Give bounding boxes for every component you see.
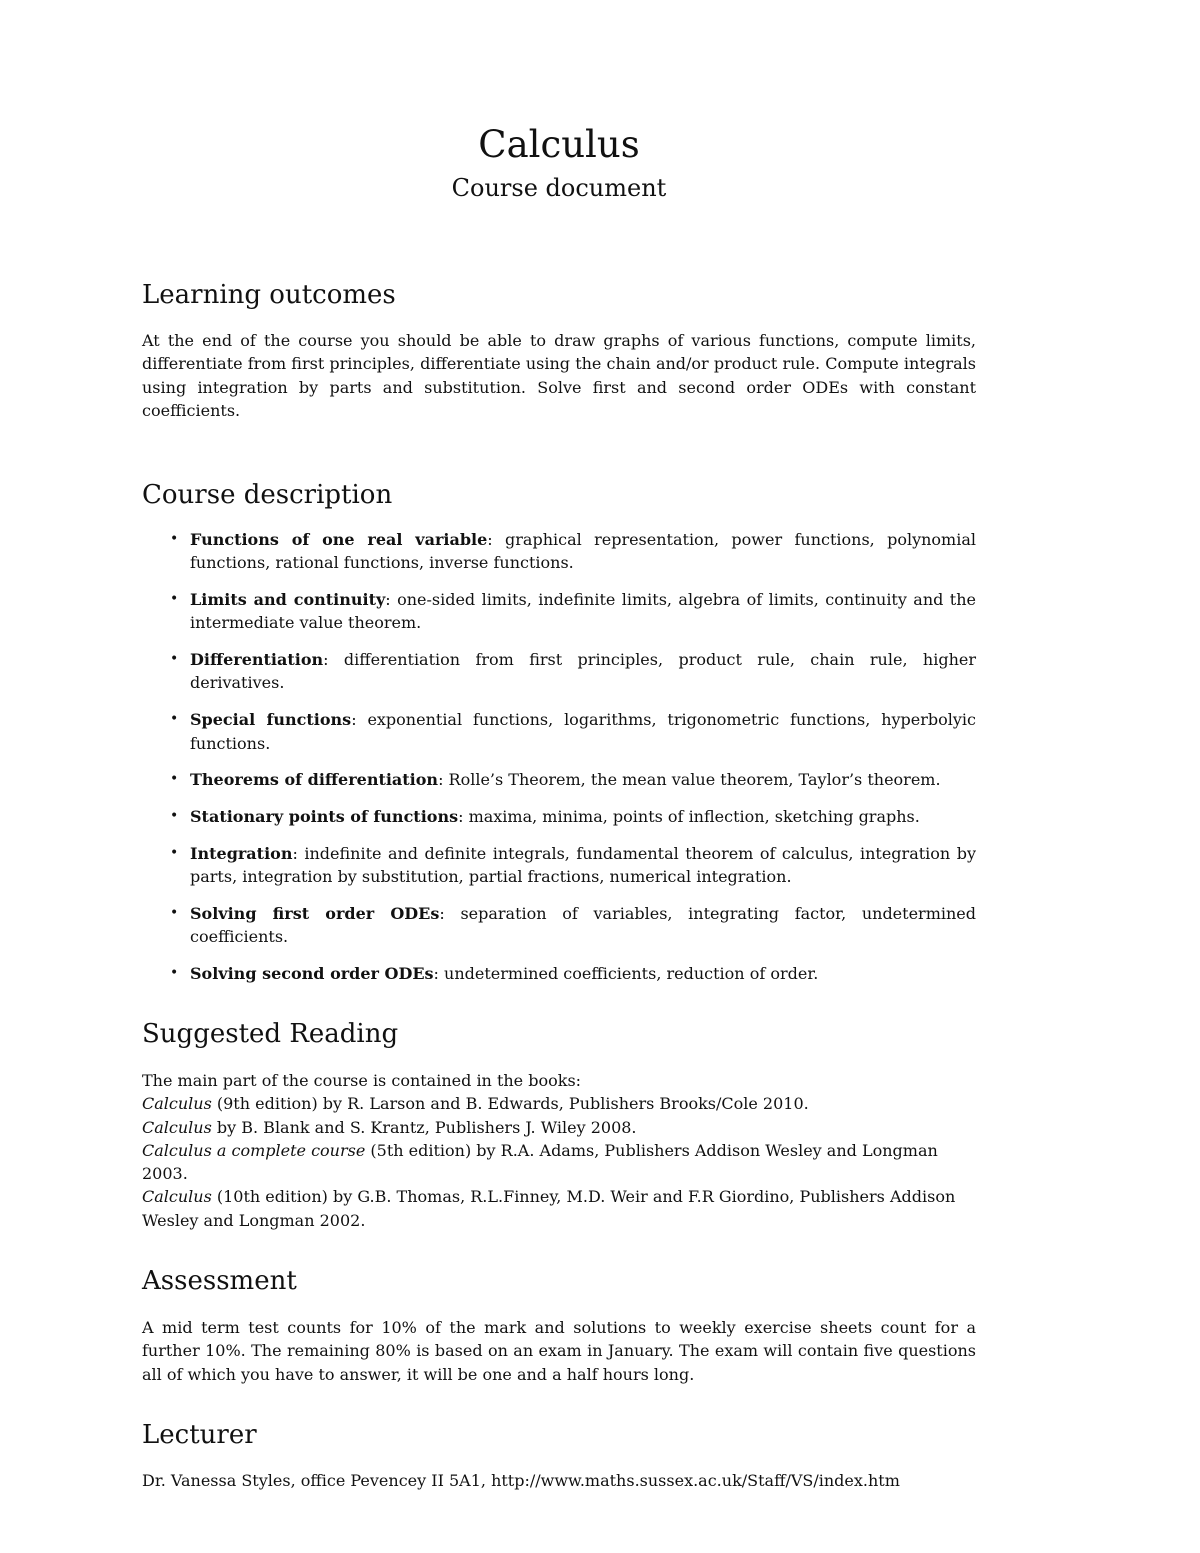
- description-term: Solving first order ODEs: [190, 904, 440, 924]
- description-term: Stationary points of functions: [190, 807, 459, 827]
- bullet-icon: •: [170, 531, 179, 547]
- bullet-icon: •: [170, 808, 179, 825]
- description-text: : exponential functions, logarithms, trigonometric functions, hyperbolyic functions.: [190, 710, 977, 753]
- description-term: Limits and continuity: [190, 590, 386, 610]
- bullet-icon: •: [170, 771, 179, 788]
- description-item: [142, 842, 976, 889]
- book-details: (10th edition) by G.B. Thomas, R.L.Finney, M.D. Weir and F.R Giordino, Publishers Addison Wesley and Longman 2002.: [142, 1187, 956, 1230]
- description-term: Functions of one real variable: [190, 530, 488, 549]
- book-entry: [142, 1139, 976, 1186]
- description-text: : one-sided limits, indefinite limits, algebra of limits, continuity and the intermediate value theorem.: [190, 590, 977, 633]
- bullet-icon: •: [170, 711, 179, 728]
- description-item: [142, 902, 976, 949]
- book-details: by B. Blank and S. Krantz, Publishers J. Wiley 2008.: [211, 1117, 637, 1137]
- reading-intro: The main part of the course is contained in the books:: [142, 1071, 582, 1090]
- description-term: Integration: [190, 843, 293, 863]
- description-text: : separation of variables, integrating factor, undetermined coefficients.: [190, 904, 977, 947]
- document-title: Calculus: [478, 123, 640, 166]
- bullet-icon: •: [170, 591, 179, 608]
- course-description-list: [142, 528, 976, 999]
- book-title: Calculus a complete course: [142, 1140, 366, 1160]
- description-term: Differentiation: [190, 650, 324, 670]
- assessment-heading: Assessment: [142, 1266, 297, 1296]
- description-item: [142, 708, 976, 755]
- book-title: Calculus: [142, 1094, 212, 1114]
- description-text: : indefinite and definite integrals, fundamental theorem of calculus, integration by parts, integration by substitution, partial fractions, numerical integration.: [190, 843, 976, 887]
- book-details: (5th edition) by R.A. Adams, Publishers Addison Wesley and Longman 2003.: [142, 1140, 938, 1184]
- lecturer-heading: Lecturer: [142, 1420, 257, 1450]
- book-title: Calculus: [142, 1187, 212, 1207]
- book-entry: [142, 1185, 976, 1232]
- book-entry: [142, 1116, 976, 1139]
- description-text: : differentiation from first principles, product rule, chain rule, higher derivatives.: [190, 650, 976, 693]
- document-subtitle: Course document: [451, 174, 667, 202]
- learning-outcomes-heading: Learning outcomes: [142, 280, 396, 310]
- title-block: [142, 122, 976, 204]
- description-term: Solving second order ODEs: [190, 964, 434, 984]
- description-term: Special functions: [190, 710, 352, 730]
- book-details: (9th edition) by R. Larson and B. Edwards, Publishers Brooks/Cole 2010.: [211, 1094, 809, 1114]
- description-item: [142, 805, 976, 828]
- description-item: [142, 768, 976, 791]
- lecturer-text: Dr. Vanessa Styles, office Pevencey II 5A1, http://www.maths.sussex.ac.uk/Staff/VS/index.htm: [142, 1471, 900, 1490]
- bullet-icon: •: [170, 651, 179, 668]
- description-text: : Rolle’s Theorem, the mean value theorem, Taylor’s theorem.: [438, 770, 941, 790]
- description-term: Theorems of differentiation: [190, 770, 439, 790]
- bullet-icon: •: [170, 905, 179, 922]
- book-entry: [142, 1092, 976, 1115]
- learning-outcomes-text: At the end of the course you should be able to draw graphs of various functions, compute limits, differentiate from first principles, differentiate using the chain and/or product rule. Compute integrals using integration by parts and substitution. Solve first and second order ODEs with constant coefficients.: [142, 331, 976, 420]
- book-list: [142, 1092, 976, 1232]
- description-item: [142, 588, 976, 635]
- description-item: [142, 648, 976, 695]
- description-text: : graphical representation, power functions, polynomial functions, rational functions, inverse functions.: [190, 530, 976, 573]
- description-text: : undetermined coefficients, reduction of order.: [433, 964, 819, 984]
- description-item: [142, 528, 976, 575]
- course-description-heading: Course description: [142, 480, 393, 510]
- bullet-icon: •: [170, 965, 179, 982]
- suggested-reading-body: [142, 1069, 976, 1232]
- description-text: : maxima, minima, points of inflection, sketching graphs.: [458, 807, 920, 827]
- bullet-icon: •: [170, 844, 179, 861]
- description-item: [142, 962, 976, 985]
- suggested-reading-heading: Suggested Reading: [142, 1019, 399, 1049]
- assessment-text: A mid term test counts for 10% of the mark and solutions to weekly exercise sheets count for a further 10%. The remaining 80% is based on an exam in January. The exam will contain five questions all of which you have to answer, it will be one and a half hours long.: [142, 1318, 976, 1384]
- book-title: Calculus: [142, 1117, 212, 1137]
